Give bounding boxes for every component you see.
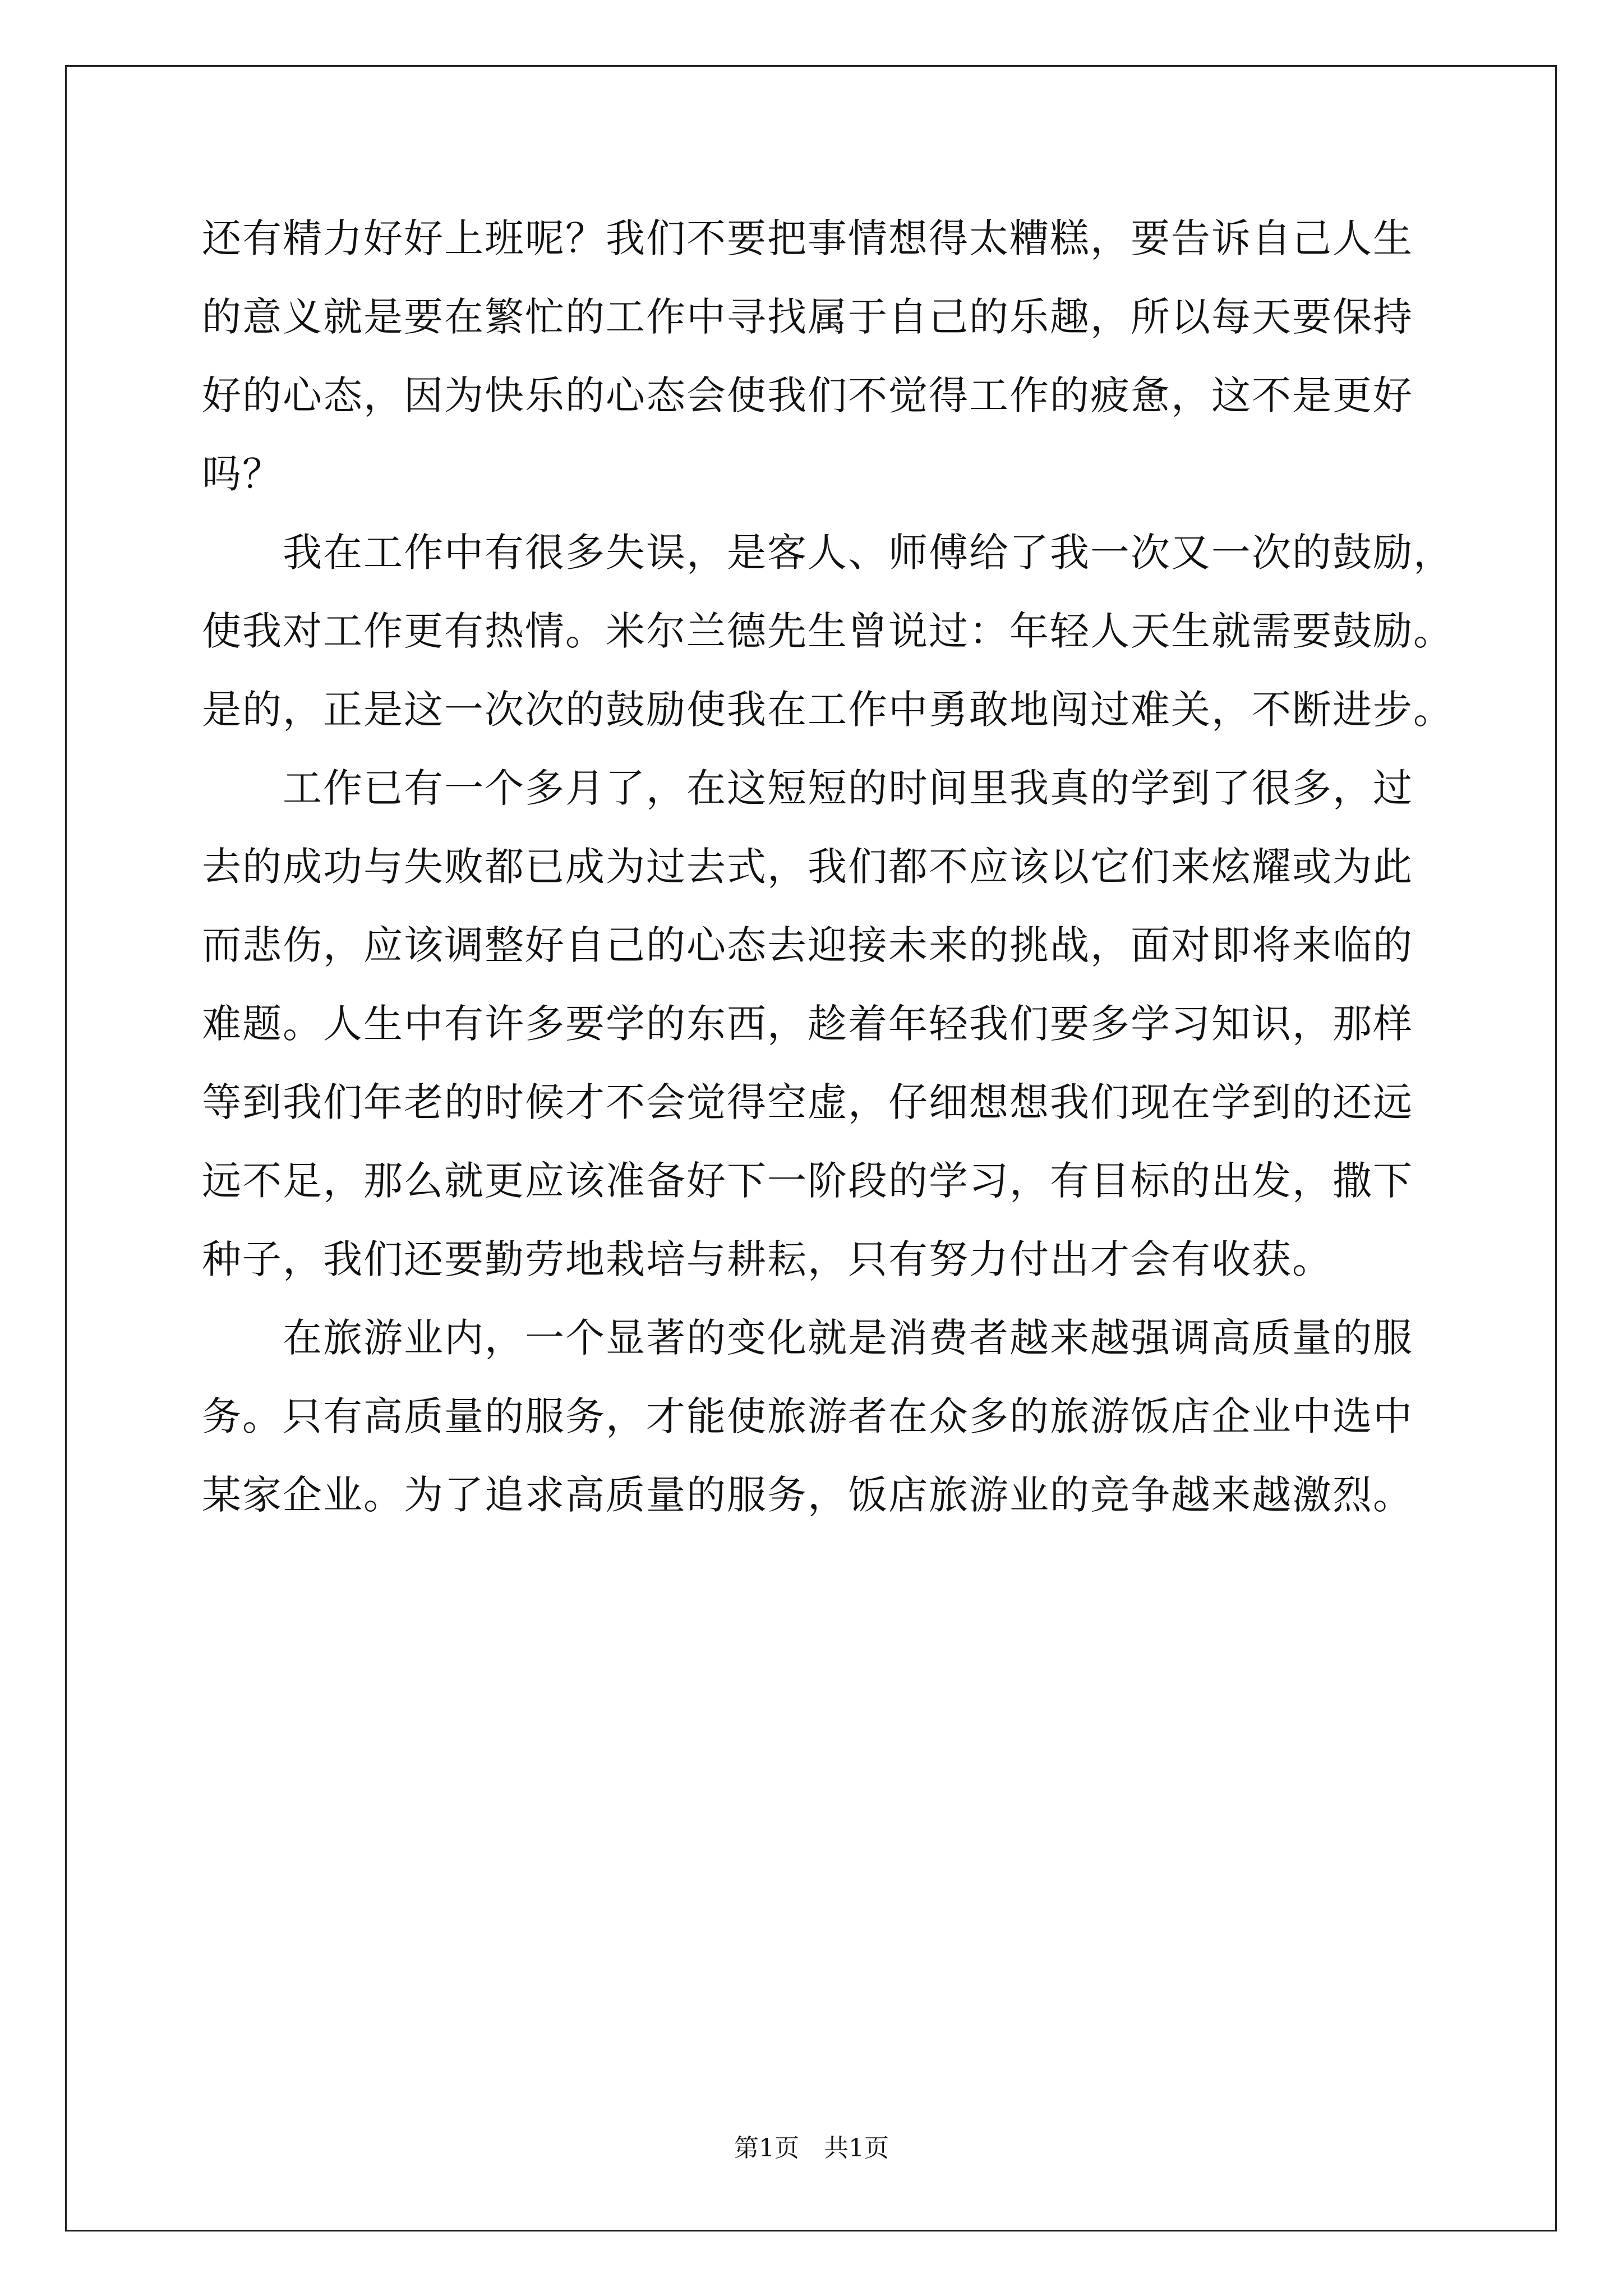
text-line: 吗？ [202,451,283,497]
text-line: 还有精力好好上班呢？我们不要把事情想得太糟糕，要告诉自己人生 [202,215,1413,261]
page-footer: 第1页 共1页 [734,2134,889,2162]
document-body [202,215,1454,1554]
text-line: 使我对工作更有热情。米尔兰德先生曾说过：年轻人天生就需要鼓励。 [202,608,1454,654]
text-line: 去的成功与失败都已成为过去式，我们都不应该以它们来炫耀或为此 [202,844,1413,890]
text-line: 而悲伤，应该调整好自己的心态去迎接未来的挑战，面对即将来临的 [202,922,1413,968]
text-line: 种子，我们还要勤劳地栽培与耕耘，只有努力付出才会有收获。 [202,1236,1332,1282]
text-line: 等到我们年老的时候才不会觉得空虚，仔细想想我们现在学到的还远 [202,1079,1413,1125]
text-line: 在旅游业内，一个显著的变化就是消费者越来越强调高质量的服 [202,1315,1413,1361]
text-line: 工作已有一个多月了，在这短短的时间里我真的学到了很多，过 [202,765,1413,811]
text-line: 某家企业。为了追求高质量的服务，饭店旅游业的竞争越来越激烈。 [202,1472,1413,1518]
text-line: 好的心态，因为快乐的心态会使我们不觉得工作的疲惫，这不是更好 [202,372,1413,418]
text-line: 难题。人生中有许多要学的东西，趁着年轻我们要多学习知识，那样 [202,1001,1413,1047]
text-line: 我在工作中有很多失误，是客人、师傅给了我一次又一次的鼓励， [202,530,1454,576]
text-line: 务。只有高质量的服务，才能使旅游者在众多的旅游饭店企业中选中 [202,1393,1413,1439]
text-line: 远不足，那么就更应该准备好下一阶段的学习，有目标的出发，撒下 [202,1158,1413,1204]
text-line: 是的，正是这一次次的鼓励使我在工作中勇敢地闯过难关，不断进步。 [202,687,1454,733]
text-line: 的意义就是要在繁忙的工作中寻找属于自己的乐趣，所以每天要保持 [202,294,1413,340]
